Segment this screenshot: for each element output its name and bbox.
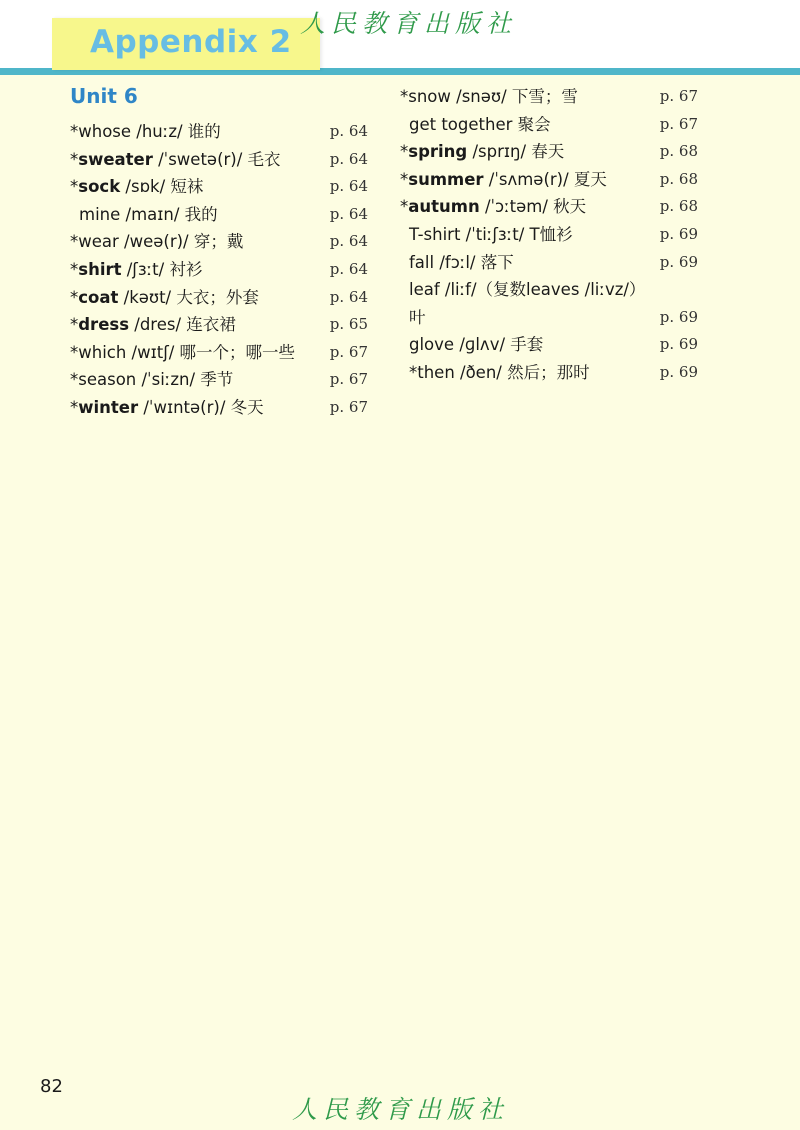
vocab-text: get together 聚会 <box>409 114 551 134</box>
vocab-text: glove /ɡlʌv/ 手套 <box>409 335 544 355</box>
publisher-logo-bottom: 人民教育出版社 <box>292 1095 510 1124</box>
vocab-text: T-shirt /ˈtiːʃɜːt/ T恤衫 <box>409 224 573 244</box>
vocab-entry <box>400 331 698 359</box>
page-ref: p. 69 <box>659 362 698 381</box>
page-ref: p. 67 <box>329 342 368 361</box>
appendix-tab <box>52 18 320 70</box>
appendix-title: Appendix 2 <box>90 24 292 60</box>
page-ref: p. 67 <box>659 114 698 133</box>
page-ref: p. 64 <box>329 122 368 140</box>
vocab-entry <box>70 201 368 229</box>
page-ref: p. 68 <box>659 142 698 161</box>
vocab-text: *dress /dres/ 连衣裙 <box>70 315 236 335</box>
vocab-text: *winter /ˈwɪntə(r)/ 冬天 <box>70 397 264 417</box>
vocab-entry <box>70 366 368 394</box>
page-ref: p. 67 <box>659 87 698 105</box>
vocab-text: leaf /liːf/（复数leaves /liːvz/） <box>409 280 646 300</box>
vocab-entry <box>70 228 368 256</box>
vocab-entry <box>70 146 368 174</box>
page-ref: p. 68 <box>659 197 698 216</box>
vocab-text: *autumn /ˈɔːtəm/ 秋天 <box>400 197 587 217</box>
vocab-entry <box>400 276 698 304</box>
vocab-entry <box>70 173 368 201</box>
vocab-text: *then /ðen/ 然后；那时 <box>409 362 590 382</box>
page-ref: p. 67 <box>329 370 368 389</box>
vocab-text: fall /fɔːl/ 落下 <box>409 252 514 272</box>
page-ref: p. 69 <box>659 252 698 271</box>
vocab-text: 叶 <box>409 307 426 327</box>
page-ref: p. 65 <box>329 315 368 334</box>
page-ref: p. 64 <box>329 287 368 306</box>
vocab-text: *wear /weə(r)/ 穿；戴 <box>70 232 244 252</box>
vocab-text: mine /maɪn/ 我的 <box>79 204 218 224</box>
vocab-text: *shirt /ʃɜːt/ 衬衫 <box>70 259 203 279</box>
page-ref: p. 64 <box>329 232 368 251</box>
vocab-entry <box>70 394 368 422</box>
vocab-column-right <box>400 83 698 387</box>
vocab-text: *spring /sprɪŋ/ 春天 <box>400 142 565 162</box>
vocab-entry <box>400 166 698 194</box>
vocab-text: *coat /kəʊt/ 大衣；外套 <box>70 287 259 307</box>
vocab-entry <box>400 304 698 332</box>
page-ref: p. 69 <box>659 224 698 243</box>
vocab-entry <box>400 193 698 221</box>
vocab-text: *whose /huːz/ 谁的 <box>70 122 221 141</box>
vocab-text: *summer /ˈsʌmə(r)/ 夏天 <box>400 169 607 189</box>
vocab-entry <box>70 311 368 339</box>
vocab-entry <box>400 111 698 139</box>
publisher-logo-top: 人民教育出版社 <box>300 9 518 38</box>
vocab-text: *sweater /ˈswetə(r)/ 毛衣 <box>70 149 281 169</box>
page-number: 82 <box>40 1076 63 1097</box>
vocab-entry <box>70 284 368 312</box>
page-ref: p. 69 <box>659 335 698 354</box>
vocab-text: *sock /sɒk/ 短袜 <box>70 177 204 197</box>
page-ref: p. 67 <box>329 397 368 416</box>
page-ref: p. 64 <box>329 259 368 278</box>
vocab-text: *snow /snəʊ/ 下雪；雪 <box>400 87 578 106</box>
page-ref: p. 64 <box>329 177 368 196</box>
vocab-text: *which /wɪtʃ/ 哪一个；哪一些 <box>70 342 296 362</box>
vocab-entry <box>400 249 698 277</box>
vocab-entry <box>400 359 698 387</box>
page-ref: p. 64 <box>329 204 368 223</box>
vocab-text: *season /ˈsiːzn/ 季节 <box>70 370 234 390</box>
vocab-entry <box>400 83 698 111</box>
page-ref: p. 64 <box>329 149 368 168</box>
vocab-column-left <box>70 118 368 422</box>
vocab-entry <box>400 221 698 249</box>
vocab-entry <box>70 118 368 146</box>
vocab-entry <box>400 138 698 166</box>
vocab-entry <box>70 339 368 367</box>
page-ref: p. 68 <box>659 169 698 188</box>
vocab-entry <box>70 256 368 284</box>
unit-heading: Unit 6 <box>70 84 138 108</box>
page-ref: p. 69 <box>659 307 698 326</box>
